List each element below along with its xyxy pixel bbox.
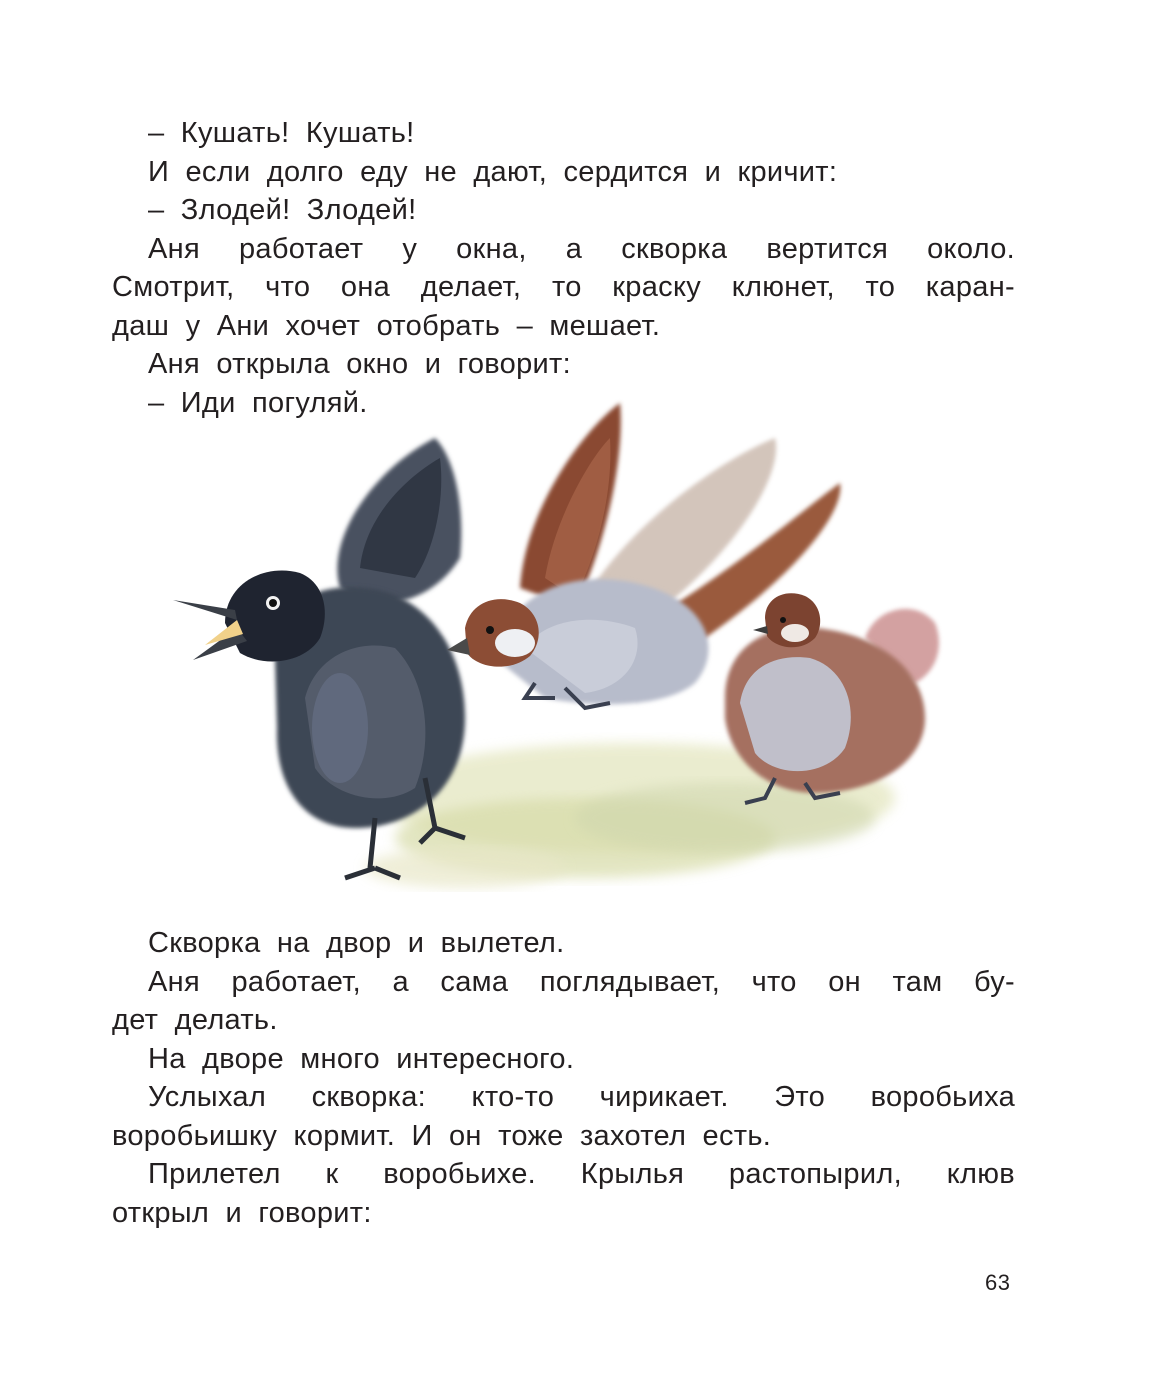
- text-line: воробьишку кормит. И он тоже захотел есть.: [112, 1119, 772, 1152]
- text-line: даш у Ани хочет отобрать – мешает.: [112, 309, 661, 342]
- text-line: – Кушать! Кушать!: [148, 117, 415, 149]
- text-line: Услыхал скворка: кто-то чирикает. Это воробьиха: [148, 1081, 1015, 1113]
- text-line: дет делать.: [112, 1004, 278, 1036]
- page-number: 63: [985, 1270, 1011, 1295]
- text-line: Смотрит, что она делает, то краску клюнет, то каран-: [112, 271, 1015, 303]
- text-line: Скворка на двор и вылетел.: [148, 927, 565, 959]
- text-block-bottom: [112, 924, 1015, 1232]
- birds-illustration: [165, 398, 965, 903]
- text-line: Аня работает, а сама поглядывает, что он там бу-: [148, 965, 1015, 998]
- text-line: И если долго еду не дают, сердится и кричит:: [148, 155, 838, 188]
- text-line: – Злодей! Злодей!: [148, 194, 417, 226]
- sparrow-fledgling-figure: [725, 593, 939, 803]
- text-line: Прилетел к воробьихе. Крылья растопырил, клюв: [148, 1158, 1015, 1190]
- text-line: открыл и говорит:: [112, 1196, 372, 1229]
- birds-watercolor-image: [165, 398, 965, 903]
- text-line: – Иди погуляй.: [148, 386, 368, 419]
- text-line: На дворе много интересного.: [148, 1042, 575, 1075]
- text-line: Аня открыла окно и говорит:: [148, 348, 571, 380]
- text-block-top: [112, 114, 1015, 422]
- text-line: Аня работает у окна, а скворка вертится около.: [148, 232, 1015, 265]
